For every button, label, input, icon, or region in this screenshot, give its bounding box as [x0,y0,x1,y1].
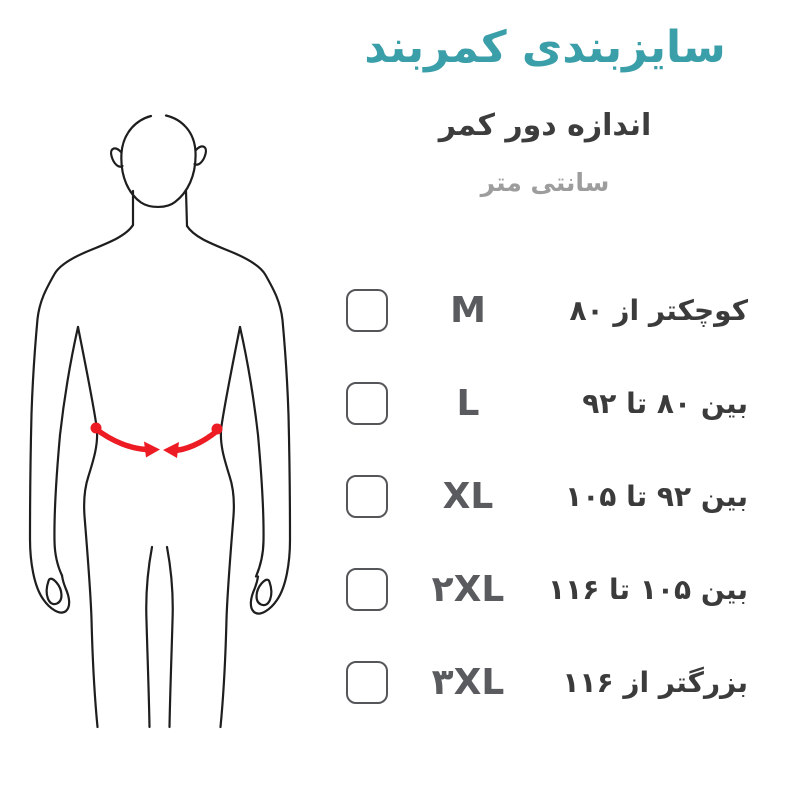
size-row-xl [346,450,748,543]
size-label-m: M [450,290,486,331]
size-checkbox-m[interactable] [346,289,388,332]
size-row-m [346,264,748,357]
body-figure [10,95,310,740]
size-label-xl: XL [442,476,494,517]
page-title: سایزبندی کمربند [364,22,726,73]
size-label-2xl: ۲XL [431,569,505,610]
range-label-xl: بین ۹۲ تا ۱۰۵ [565,480,748,513]
unit-label: سانتی متر [480,168,610,197]
range-label-m: کوچکتر از ۸۰ [569,294,748,327]
size-label-l: L [456,383,480,424]
range-label-l: بین ۸۰ تا ۹۲ [582,387,748,420]
size-checkbox-3xl[interactable] [346,661,388,704]
size-row-2xl [346,543,748,636]
waist-measure-arrow-icon [91,423,223,459]
page-subtitle: اندازه دور کمر [438,108,652,143]
size-row-l [346,357,748,450]
range-label-2xl: بین ۱۰۵ تا ۱۱۶ [548,573,748,606]
male-body-outline-icon [30,116,290,728]
size-checkbox-2xl[interactable] [346,568,388,611]
size-checkbox-l[interactable] [346,382,388,425]
size-checkbox-xl[interactable] [346,475,388,518]
size-row-3xl [346,636,748,729]
range-label-3xl: بزرگتر از ۱۱۶ [562,666,748,699]
size-table [346,264,748,729]
size-label-3xl: ۳XL [431,662,505,703]
